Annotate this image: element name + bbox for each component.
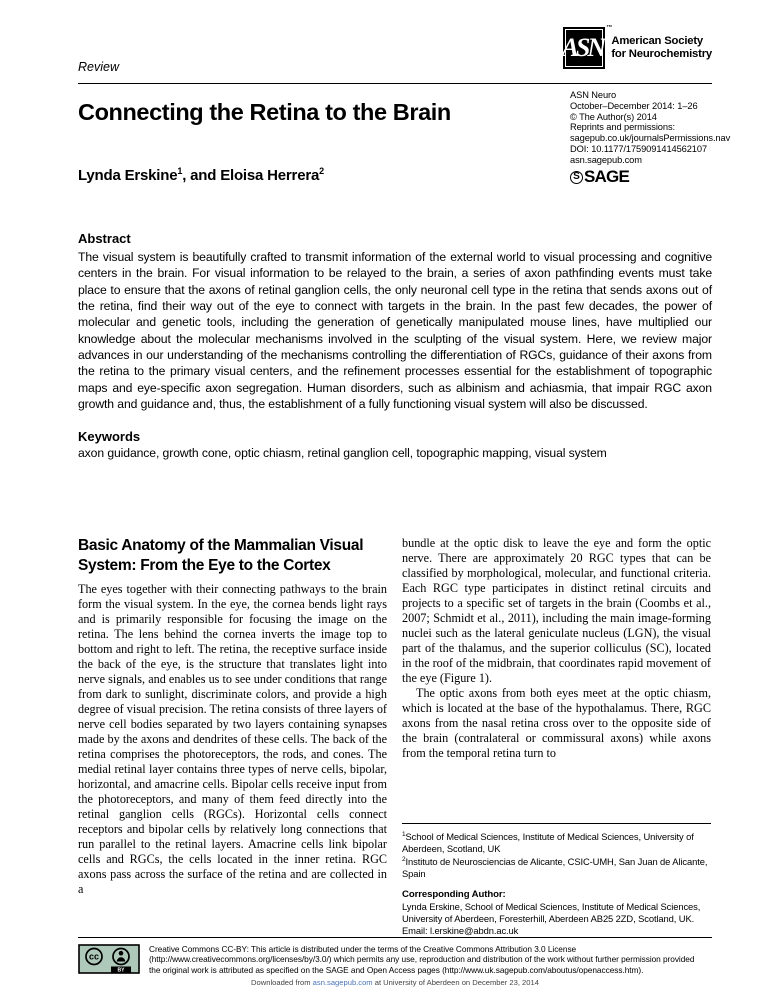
license-text: Creative Commons CC-BY: This article is distributed under the terms of the Creative Commons Attribution 3.0 License (http://www.creativecommons.org/licenses/by/3.0/) which permits any use, reproduction and distribution of the work without further permission provided the original work is attributed as specified on the SAGE and Open Access pages (http://www.uk.sagepub.com/aboutus/openaccess.htm).	[149, 944, 695, 975]
abstract-section	[78, 231, 712, 412]
cc-by-badge	[78, 944, 140, 974]
journal-meta	[570, 90, 730, 184]
asn-org-name	[611, 35, 712, 61]
body-left-paragraph: The eyes together with their connecting pathways to the brain form the visual system. In the eye, the cornea bends light rays and is primarily responsible for focusing the image on the retina. The lens behind the cornea inverts the image top to bottom and right to left. The retina, the receptive surface inside the back of the eye, is the structure that translates light into nerve signals, and enables us to see under conditions that range from dark to sunlight, discriminate colors, and provide a high degree of visual precision. The retina consists of three layers of nerve cell bodies separated by two layers containing synapses made by the axons and dendrites of these cells. The back of the retina comprises the photoreceptors, the rods, and cones. The medial retinal layer contains three types of nerve cells, bipolar, horizontal, and amacrine cells. Bipolar cells receive input from the photoreceptors, and many of them feed directly into the retinal ganglion cells (RGCs). Horizontal cells connect receptors and bipolar cells by relatively long connections that run parallel to the retinal layers. Amacrine cells link bipolar cells and RGCs, the cells located in the inner retina. RGC axons pass across the surface of the retina and are collected in a	[78, 582, 387, 896]
issue-info: October–December 2014: 1–26	[570, 100, 698, 111]
affiliation-1	[402, 829, 711, 855]
sage-s-icon: S	[570, 171, 583, 184]
journal-site: asn.sagepub.com	[570, 154, 642, 165]
asn-org-line1: American Society	[611, 35, 703, 47]
body-columns	[78, 536, 712, 937]
header-rule	[78, 83, 712, 84]
asn-acronym: ASN	[561, 33, 604, 62]
download-prefix: Downloaded from	[251, 978, 313, 988]
download-notice	[78, 978, 712, 987]
journal-name: ASN Neuro	[570, 90, 617, 100]
affiliation-1-text: School of Medical Sciences, Institute of Medical Sciences, University of Aberdeen, Scotland, UK	[402, 830, 694, 854]
download-link[interactable]: asn.sagepub.com	[312, 978, 373, 988]
affiliation-1-sup: 1	[402, 830, 406, 838]
abstract-heading: Abstract	[78, 231, 131, 246]
footer-rule	[78, 937, 712, 938]
svg-text:BY: BY	[117, 967, 125, 974]
page-title: Connecting the Retina to the Brain	[78, 99, 451, 125]
keywords-text: axon guidance, growth cone, optic chiasm, retinal ganglion cell, topographic mapping, visual system	[78, 446, 607, 461]
affiliation-2	[402, 854, 711, 880]
author-separator: , and	[182, 167, 221, 184]
author-1-affiliation-sup: 1	[177, 166, 183, 176]
doi-line: DOI: 10.1177/1759091414562107	[570, 143, 708, 154]
body-right-paragraph-1: bundle at the optic disk to leave the eye and form the optic nerve. There are approximately 20 RGC types that can be classified by morphological, molecular, and functional criteria. Each RGC type participates in distinct retinal circuits and projects to a specific set of targets in the brain (Coombs et al., 2007; Schmidt et al., 2011), including the main image-forming nuclei such as the lateral geniculate nucleus (LGN), the visual part of the thalamus, and the superior colliculus (SC), located in the roof of the midbrain, that coordinates rapid movement of the eye (Figure 1).	[402, 536, 711, 685]
copyright-line: © The Author(s) 2014	[570, 111, 657, 122]
corresponding-author-text: Lynda Erskine, School of Medical Sciences, Institute of Medical Sciences, University of Aberdeen, Foresterhill, Aberdeen AB25 2ZD, Scotland, UK.	[402, 901, 701, 925]
affiliation-2-sup: 2	[402, 856, 406, 864]
page-footer	[78, 937, 712, 987]
download-suffix: at University of Aberdeen on December 23, 2014	[372, 978, 539, 988]
reprints-line1: Reprints and permissions:	[570, 122, 675, 133]
left-column-text	[78, 582, 387, 897]
affiliation-2-text: Instituto de Neurosciencias de Alicante, CSIC-UMH, San Juan de Alicante, Spain	[402, 856, 708, 880]
author-1: Lynda Erskine	[78, 167, 178, 184]
sage-wordmark: SAGE	[584, 166, 629, 186]
author-2-affiliation-sup: 2	[319, 166, 324, 176]
body-right-paragraph-2: The optic axons from both eyes meet at the optic chiasm, which is located at the base of the hypothalamus. There, RGC axons from the nasal retina cross over to the opposite side of the brain (contralateral or commissural axons) while axons from the temporal retina turn to	[402, 686, 711, 760]
right-column	[402, 536, 711, 937]
asn-org-line2: for Neurochemistry	[611, 48, 712, 60]
section-heading: Basic Anatomy of the Mammalian Visual System: From the Eye to the Cortex	[78, 537, 364, 574]
right-column-text	[402, 536, 711, 761]
article-type-kicker: Review	[78, 60, 119, 74]
asn-logo	[563, 27, 712, 69]
author-2: Eloisa Herrera	[220, 167, 320, 184]
footnote-block	[402, 823, 711, 938]
reprints-line2: sagepub.co.uk/journalsPermissions.nav	[570, 133, 731, 144]
trademark-symbol: ™	[606, 25, 613, 31]
sage-logo	[570, 166, 730, 186]
keywords-section	[78, 429, 712, 460]
abstract-text: The visual system is beautifully crafted to transmit information of the external world to visual processing and cognitive centers in the brain. For visual information to be relayed to the brain, a series of axon pathfinding events must take place to ensure that the axons of retinal ganglion cells, the only neuronal cell type in the retina that sends axons out of the retina, find their way out of the eye to connect with targets in the brain. In the past few decades, the power of molecular and genetic tools, including the generation of genetically manipulated mouse lines, have multiplied our knowledge about the molecular mechanisms involved in the sculpting of the visual system. Here, we review major advances in our understanding of the mechanisms controlling the differentiation of RGCs, guidance of their axons from the retina to the primary visual centers, and the refinement processes essential for the establishment of topographic maps and eye-specific axon segregation. Human disorders, such as albinism and achiasmia, that impair RGC axon growth and guidance and, thus, the establishment of a fully functioning visual system will also be discussed.	[78, 250, 712, 412]
keywords-heading: Keywords	[78, 429, 141, 445]
corresponding-author-heading: Corresponding Author:	[402, 889, 506, 901]
corresponding-author-email: Email: l.erskine@abdn.ac.uk	[402, 925, 519, 937]
left-column	[78, 536, 387, 937]
by-label	[111, 967, 131, 974]
svg-text:cc: cc	[88, 951, 100, 962]
asn-logo-icon	[561, 25, 613, 69]
